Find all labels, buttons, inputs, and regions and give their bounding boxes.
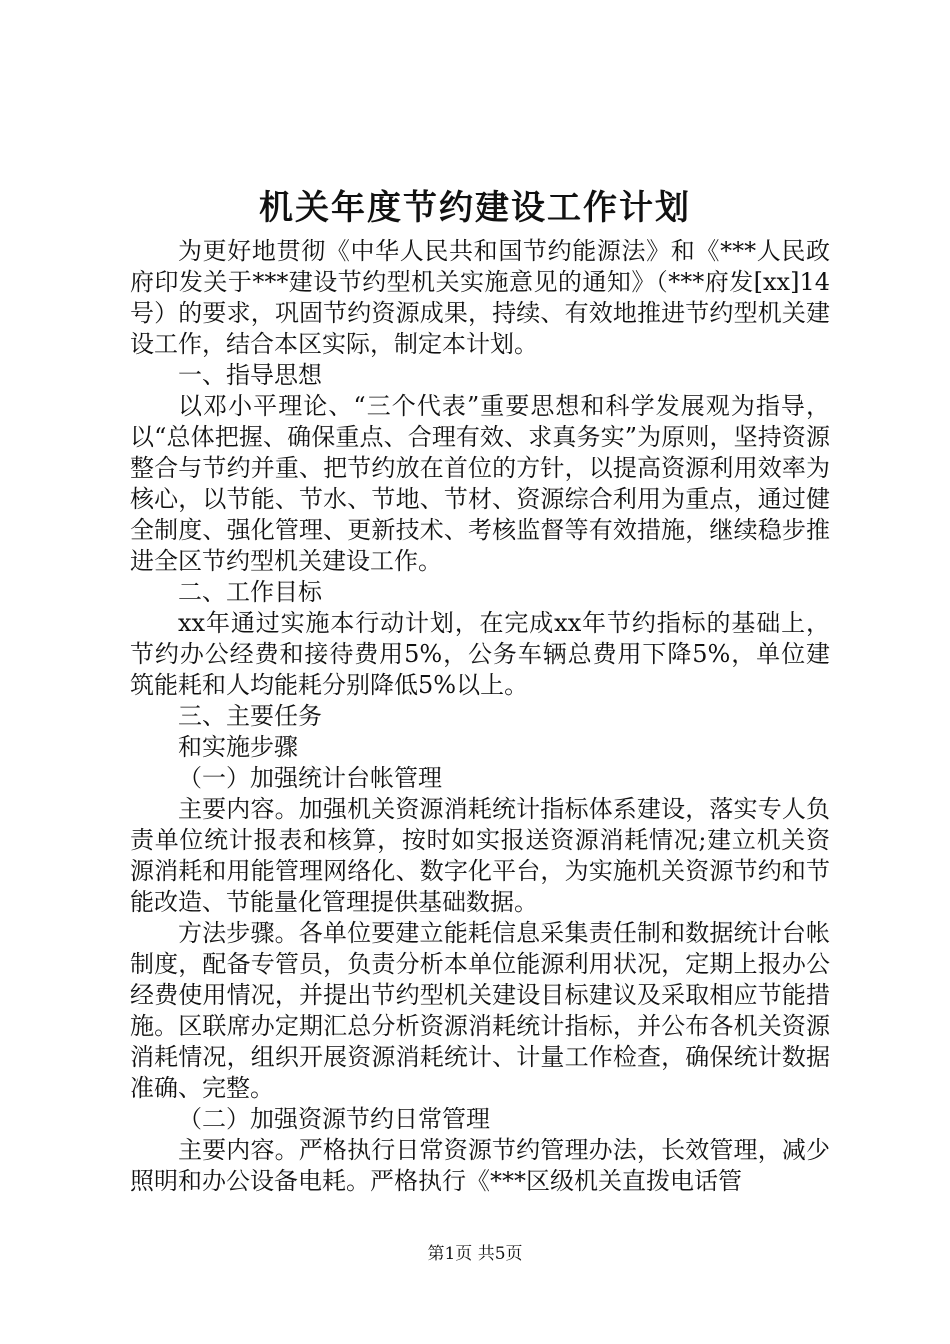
heading-statistics-ledger: （一）加强统计台帐管理 — [178, 764, 442, 792]
paragraph-guiding-ideology: 以邓小平理论、“三个代表”重要思想和科学发展观为指导，以“总体把握、确保重点、合理有效、求真务实”为原则，坚持资源整合与节约并重、把节约放在首位的方针，以提高资源利用效率为核心，以节能、节水、节地、节材、资源综合利用为重点，通过健全制度、强化管理、更新技术、考核监督等有效措施，继续稳步推进全区节约型机关建设工作。 — [130, 392, 830, 575]
paragraph-statistics-steps: 方法步骤。各单位要建立能耗信息采集责任制和数据统计台帐制度，配备专管员，负责分析本单位能源利用状况，定期上报办公经费使用情况，并提出节约型机关建设目标建议及采取相应节能措施。区联席办定期汇总分析资源消耗统计指标，并公布各机关资源消耗情况，组织开展资源消耗统计、计量工作检查，确保统计数据准确、完整。 — [130, 919, 830, 1102]
paragraph-statistics-content: 主要内容。加强机关资源消耗统计指标体系建设，落实专人负责单位统计报表和核算，按时如实报送资源消耗情况;建立机关资源消耗和用能管理网络化、数字化平台，为实施机关资源节约和节能改造、节能量化管理提供基础数据。 — [130, 795, 830, 916]
paragraph-intro: 为更好地贯彻《中华人民共和国节约能源法》和《***人民政府印发关于***建设节约型机关实施意见的通知》（***府发[xx]14号）的要求，巩固节约资源成果，持续、有效地推进节约型机关建设工作，结合本区实际，制定本计划。 — [130, 237, 830, 358]
paragraph-daily-management: 主要内容。严格执行日常资源节约管理办法，长效管理，减少照明和办公设备电耗。严格执行《***区级机关直拨电话管 — [130, 1136, 830, 1195]
document-title: 机关年度节约建设工作计划 — [259, 188, 691, 228]
paragraph-work-goals: xx年通过实施本行动计划，在完成xx年节约指标的基础上，节约办公经费和接待费用5%，公务车辆总费用下降5%，单位建筑能耗和人均能耗分别降低5%以上。 — [130, 609, 830, 699]
document-body — [130, 236, 830, 1197]
heading-main-tasks-cont: 和实施步骤 — [178, 733, 298, 761]
page-footer: 第1页 共5页 — [427, 1244, 523, 1264]
heading-guiding-ideology: 一、指导思想 — [178, 361, 322, 389]
heading-work-goals: 二、工作目标 — [178, 578, 322, 606]
heading-main-tasks: 三、主要任务 — [178, 702, 322, 730]
heading-daily-management: （二）加强资源节约日常管理 — [178, 1105, 490, 1133]
